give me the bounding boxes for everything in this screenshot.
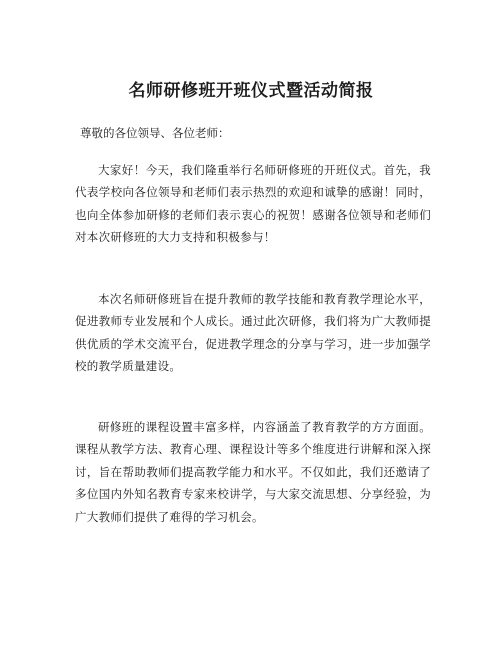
document-title: 名师研修班开班仪式暨活动简报 [128,81,374,101]
paragraph-curriculum: 研修班的课程设置丰富多样，内容涵盖了教育教学的方方面面。课程从教学方法、教育心理、课程设计等多个维度进行讲解和深入探讨，旨在帮助教师们提高教学能力和水平。不仅如此，我们还邀请了多位国内外知名教育专家来校讲学，与大家交流思想、分享经验，为广大教师们提供了难得的学习机会。 [75,420,431,524]
paragraph-opening: 大家好！今天，我们隆重举行名师研修班的开班仪式。首先，我代表学校向各位领导和老师们表示热烈的欢迎和诚挚的感谢！同时，也向全体参加研修的老师们表示衷心的祝贺！感谢各位领导和老师们对本次研修班的大力支持和积极参与！ [75,163,431,245]
paragraph-purpose: 本次名师研修班旨在提升教师的教学技能和教育教学理论水平，促进教师专业发展和个人成长。通过此次研修，我们将为广大教师提供优质的学术交流平台，促进教学理念的分享与学习，进一步加强学校的教学质量建设。 [75,292,431,374]
greeting: 尊敬的各位领导、各位老师： [80,126,230,140]
